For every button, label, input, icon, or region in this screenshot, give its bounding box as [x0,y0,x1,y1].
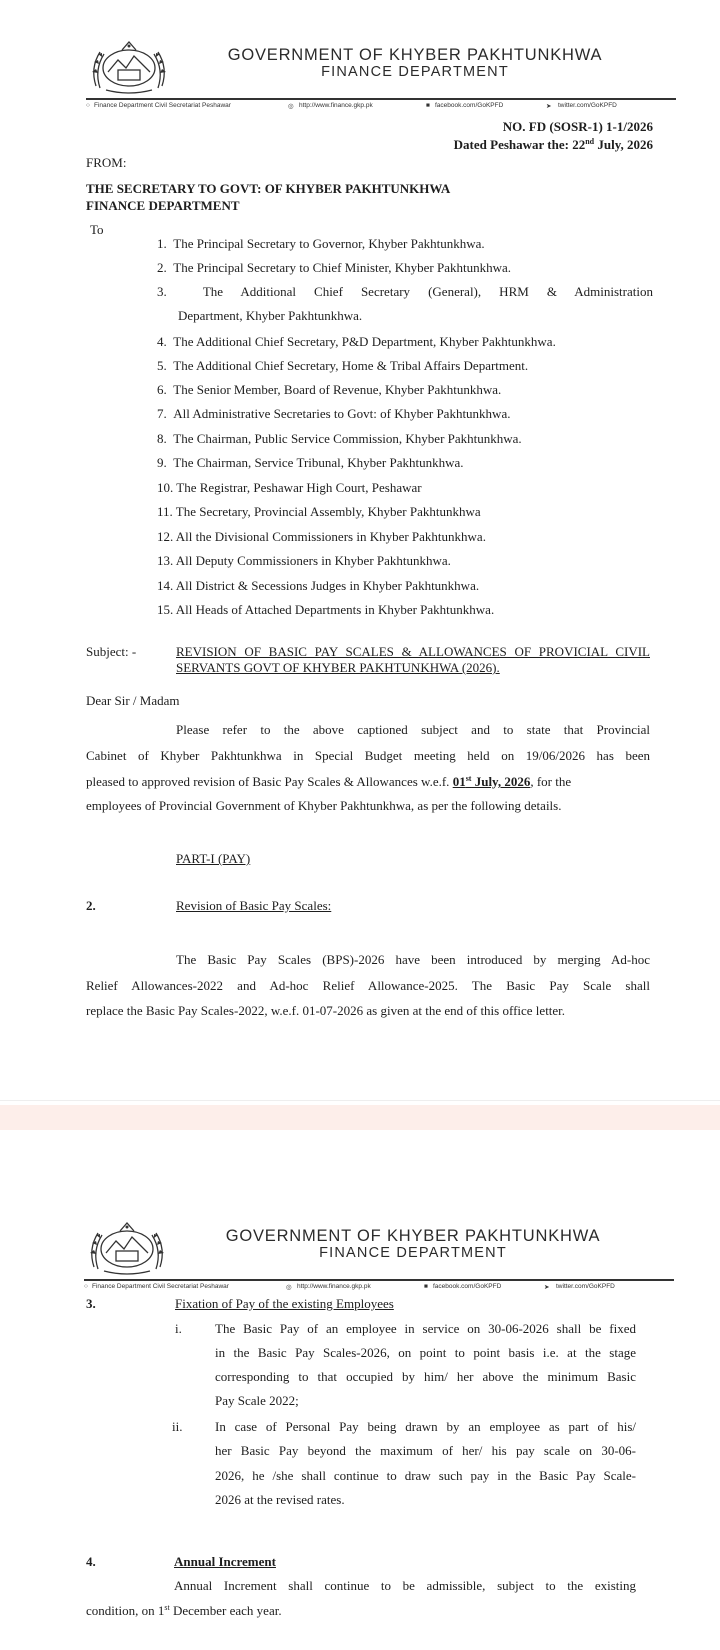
section-3-item-i-line: in the Basic Pay Scales-2026, on point to point basis i.e. at the stage [215,1345,636,1360]
letterhead-contact-bar [84,1282,674,1292]
location-icon: ○ [84,1283,88,1290]
letter-number: NO. FD (SOSR-1) 1-1/2026 [502,119,653,134]
letterhead [0,38,720,110]
section-4-number: 4. [86,1554,96,1569]
salutation: Dear Sir / Madam [86,693,180,708]
facebook-link[interactable]: facebook.com/GoKPFD [435,102,504,109]
section-3-item-ii-number: ii. [172,1419,183,1434]
recipient-item: 3. The Additional Chief Secretary (General), HRM & Administration [157,284,653,299]
section-3-item-i-line: The Basic Pay of an employee in service on 30-06-2026 shall be fixed [215,1321,636,1336]
twitter-link[interactable]: twitter.com/GoKPFD [558,102,617,109]
part-heading: PART-I (PAY) [176,851,251,866]
facebook-icon: ■ [424,1283,428,1290]
recipient-item: 6. The Senior Member, Board of Revenue, Khyber Pakhtunkhwa. [157,382,502,397]
section-4-line: Annual Increment shall continue to be admissible, subject to the existing [174,1578,636,1593]
letterhead-divider [84,1279,674,1281]
from-label: FROM: [86,155,127,170]
section-2-number: 2. [86,898,96,913]
letter-date: Dated Peshawar the: 22nd July, 2026 [453,137,653,152]
recipient-item: 8. The Chairman, Public Service Commission, Khyber Pakhtunkhwa. [157,431,522,446]
page-separator-line [0,1100,720,1101]
section-4-line: condition, on 1st December each year. [86,1603,282,1618]
recipient-item-continued: Department, Khyber Pakhtunkhwa. [178,308,363,323]
recipient-item: 12. All the Divisional Commissioners in Khyber Pakhtunkhwa. [157,529,486,544]
website-link[interactable]: http://www.finance.gkp.pk [297,1283,371,1290]
section-3-item-i-number: i. [175,1321,182,1336]
letterhead-contact-bar [86,101,676,111]
subject-line-2: SERVANTS GOVT OF KHYBER PAKHTUNKHWA (2026). [176,660,500,675]
section-3-title: Fixation of Pay of the existing Employees [175,1296,394,1311]
location-icon: ○ [86,102,90,109]
recipient-item: 2. The Principal Secretary to Chief Minister, Khyber Pakhtunkhwa. [157,260,512,275]
recipient-item: 1. The Principal Secretary to Governor, Khyber Pakhtunkhwa. [157,236,485,251]
website-link[interactable]: http://www.finance.gkp.pk [299,102,373,109]
section-2-line: The Basic Pay Scales (BPS)-2026 have been introduced by merging Ad-hoc [176,952,650,967]
recipient-item: 7. All Administrative Secretaries to Govt: of Khyber Pakhtunkhwa. [157,406,511,421]
twitter-link[interactable]: twitter.com/GoKPFD [556,1283,615,1290]
letterhead [0,1219,718,1291]
page-separator [0,1105,720,1130]
letterhead-subtitle: FINANCE DEPARTMENT [319,1245,507,1261]
address-text: Finance Department Civil Secretariat Peshawar [92,1283,229,1290]
address-text: Finance Department Civil Secretariat Peshawar [94,102,231,109]
subject-line-1: REVISION OF BASIC PAY SCALES & ALLOWANCES OF PROVICIAL CIVIL [176,644,650,659]
section-3-item-ii-line: 2026 at the revised rates. [215,1492,345,1507]
intro-paragraph-line: Please refer to the above captioned subject and to state that Provincial [176,722,650,737]
from-line-1: THE SECRETARY TO GOVT: OF KHYBER PAKHTUNKHWA [86,181,451,196]
letterhead-title: GOVERNMENT OF KHYBER PAKHTUNKHWA [227,46,603,64]
recipient-item: 13. All Deputy Commissioners in Khyber Pakhtunkhwa. [157,553,451,568]
section-3-item-ii-line: 2026, he /she shall continue to draw such pay in the Basic Pay Scale- [215,1468,636,1483]
letterhead-title: GOVERNMENT OF KHYBER PAKHTUNKHWA [225,1227,601,1245]
letterhead-subtitle: FINANCE DEPARTMENT [321,64,509,80]
facebook-icon: ■ [426,102,430,109]
globe-icon: ◎ [288,103,294,110]
section-4-title: Annual Increment [174,1554,276,1569]
from-line-2: FINANCE DEPARTMENT [86,198,240,213]
recipient-item: 9. The Chairman, Service Tribunal, Khyber Pakhtunkhwa. [157,455,464,470]
letterhead-divider [86,98,676,100]
subject-label: Subject: - [86,644,137,659]
recipient-item: 14. All District & Secessions Judges in Khyber Pakhtunkhwa. [157,578,480,593]
recipient-item: 10. The Registrar, Peshawar High Court, Peshawar [157,480,422,495]
section-3-item-ii-line: her Basic Pay beyond the maximum of her/ his pay scale on 30-06- [215,1443,636,1458]
government-emblem-icon [86,38,172,96]
recipient-item: 15. All Heads of Attached Departments in Khyber Pakhtunkhwa. [157,602,495,617]
section-3-item-ii-line: In case of Personal Pay being drawn by an employee as part of his/ [215,1419,636,1434]
to-label: To [90,222,104,237]
twitter-icon: ➤ [546,103,552,110]
section-2-line: Relief Allowances-2022 and Ad-hoc Relief Allowance-2025. The Basic Pay Scale shall [86,978,650,993]
section-3-item-i-line: corresponding to that occupied by him/ her above the minimum Basic [215,1369,636,1384]
intro-paragraph-line: Cabinet of Khyber Pakhtunkhwa in Special Budget meeting held on 19/06/2026 has been [86,748,650,763]
recipient-item: 11. The Secretary, Provincial Assembly, Khyber Pakhtunkhwa [157,504,481,519]
section-3-item-i-line: Pay Scale 2022; [215,1393,299,1408]
facebook-link[interactable]: facebook.com/GoKPFD [433,1283,502,1290]
government-emblem-icon [84,1219,170,1277]
twitter-icon: ➤ [544,1284,550,1291]
recipient-item: 4. The Additional Chief Secretary, P&D Department, Khyber Pakhtunkhwa. [157,334,556,349]
recipient-item: 5. The Additional Chief Secretary, Home & Tribal Affairs Department. [157,358,529,373]
intro-paragraph-line: employees of Provincial Government of Khyber Pakhtunkhwa, as per the following details. [86,798,562,813]
section-3-number: 3. [86,1296,96,1311]
globe-icon: ◎ [286,1284,292,1291]
section-2-title: Revision of Basic Pay Scales: [176,898,332,913]
intro-paragraph-line: pleased to approved revision of Basic Pay Scales & Allowances w.e.f. 01st July, 2026, for the [86,774,572,789]
section-2-line: replace the Basic Pay Scales-2022, w.e.f. 01-07-2026 as given at the end of this office letter. [86,1003,566,1018]
letter-page-2 [0,1130,720,1650]
